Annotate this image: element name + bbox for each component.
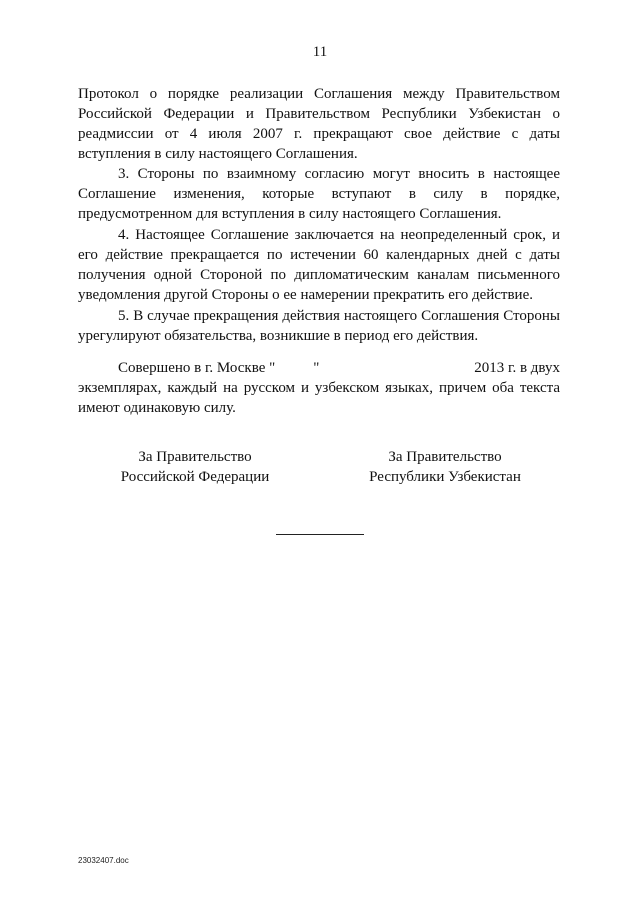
paragraph-5: 5. В случае прекращения действия настоящего Соглашения Стороны урегулируют обязательства, возникшие в период его действия. [78, 308, 560, 344]
signature-block-uzbekistan [350, 447, 540, 487]
paragraph-4: 4. Настоящее Соглашение заключается на неопределенный срок, и его действие прекращается по истечении 60 календарных дней с даты получения одной Стороной по дипломатическим каналам письменного уведомления другой Стороны о ее намерении прекратить его действие. [78, 227, 560, 303]
done-clause-year: 2013 г. в двух [474, 360, 560, 376]
file-name-footer: 23032407.doc [78, 856, 129, 865]
done-clause [78, 358, 560, 418]
signature-russia-line2: Российской Федерации [120, 469, 270, 485]
done-clause-quote-close: " [313, 360, 320, 376]
separator-line [276, 534, 364, 535]
paragraph-continuation: Протокол о порядке реализации Соглашения между Правительством Российской Федерации и Правительством Республики Узбекистан о реадмиссии от 4 июля 2007 г. прекращают свое действие с даты вступления в силу настоящего Соглашения. [78, 86, 560, 162]
signature-russia-line1: За Правительство [138, 449, 252, 465]
done-clause-rest: экземплярах, каждый на русском и узбекском языках, причем оба текста имеют одинаковую силу. [78, 380, 560, 416]
paragraph-3: 3. Стороны по взаимному согласию могут вносить в настоящее Соглашение изменения, которые вступают в силу в порядке, предусмотренном для вступления в силу настоящего Соглашения. [78, 166, 560, 222]
signature-block-russia [110, 447, 280, 487]
done-clause-start: Совершено в г. Москве " [118, 360, 276, 376]
signature-uzbekistan-line1: За Правительство [388, 449, 502, 465]
page-number: 11 [312, 44, 328, 60]
done-clause-first-line [78, 358, 560, 378]
signature-uzbekistan-line2: Республики Узбекистан [369, 469, 521, 485]
